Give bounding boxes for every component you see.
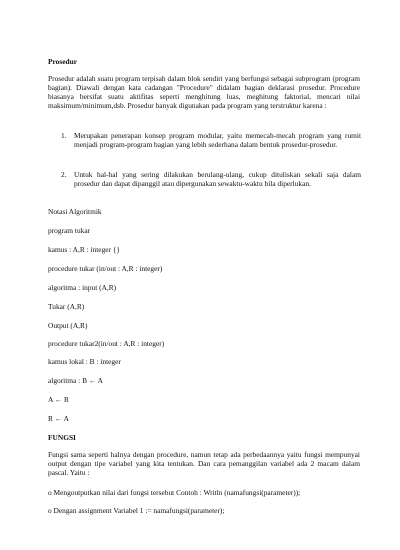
algo-line: kamus : A,R : integer {} (48, 245, 120, 254)
intro-paragraph: Prosedur adalah suatu program terpisah dalam blok sendiri yang berfungsi sebagai subprogram (program bagian). Diawali dengan kata cadangan "Procedure" didalam bagian deklarasi prosedur. Procedure biasanya bersifat suatu aktifitas seperti menghitung luas, meghitung faktorial, mencari nilai maksimum/minimum,dsb. Prosedur banyak digunakan pada program yang terstruktur karena : (48, 74, 360, 110)
list-text: Merupakan penerapan konsep program modular, yaitu memecah-mecah program yang rumit menjadi program-program bagian yang lebih sederhana dalam bentuk prosedur-prosedur. (74, 131, 361, 149)
algo-line: program tukar (48, 226, 91, 235)
algo-line: kamus lokal : B : integer (48, 357, 121, 366)
list-text: Untuk hal-hal yang sering dilakukan berulang-ulang, cukup dituliskan sekali saja dalam prosedur dan dapat dipanggil atau dipergunakan sewaktu-waktu bila diperlukan. (74, 170, 361, 188)
algo-title: Notasi Algoritmik (48, 207, 102, 216)
list-number: 1. (61, 131, 67, 140)
algo-line: R ← A (48, 414, 69, 423)
algo-line: procedure tukar2(in/out : A,R : integer) (48, 339, 165, 348)
algo-line: algoritma : input (A,R) (48, 283, 117, 292)
algo-line: procedure tukar (in/out : A,R : integer) (48, 264, 163, 273)
bullet-item: o Mengoutputkan nilai dari fungsi tersebut Contoh : Writln (namafungsi(parameter)); (48, 488, 301, 497)
heading-prosedur: Prosedur (48, 57, 78, 66)
list-number: 2. (61, 170, 67, 179)
list-item (61, 170, 361, 188)
heading-fungsi: FUNGSI (48, 433, 76, 442)
algo-line: A ← R (48, 395, 69, 404)
algo-line: Tukar (A,R) (48, 302, 85, 311)
bullet-item: o Dengan assignment Variabel 1 := namafungsi(parameter); (48, 506, 225, 515)
fungsi-paragraph: Fungsi sama seperti halnya dengan procedure, namun tetap ada perbedaannya yaitu fungsi mempunyai output dengan tipe variabel yang kita tentukan. Dan cara pemanggilan variabel ada 2 macam dalam pascal. Yaitu : (48, 450, 360, 477)
algo-line: Output (A,R) (48, 321, 88, 330)
list-item (61, 131, 361, 149)
algo-line: algoritma : B ← A (48, 376, 104, 385)
